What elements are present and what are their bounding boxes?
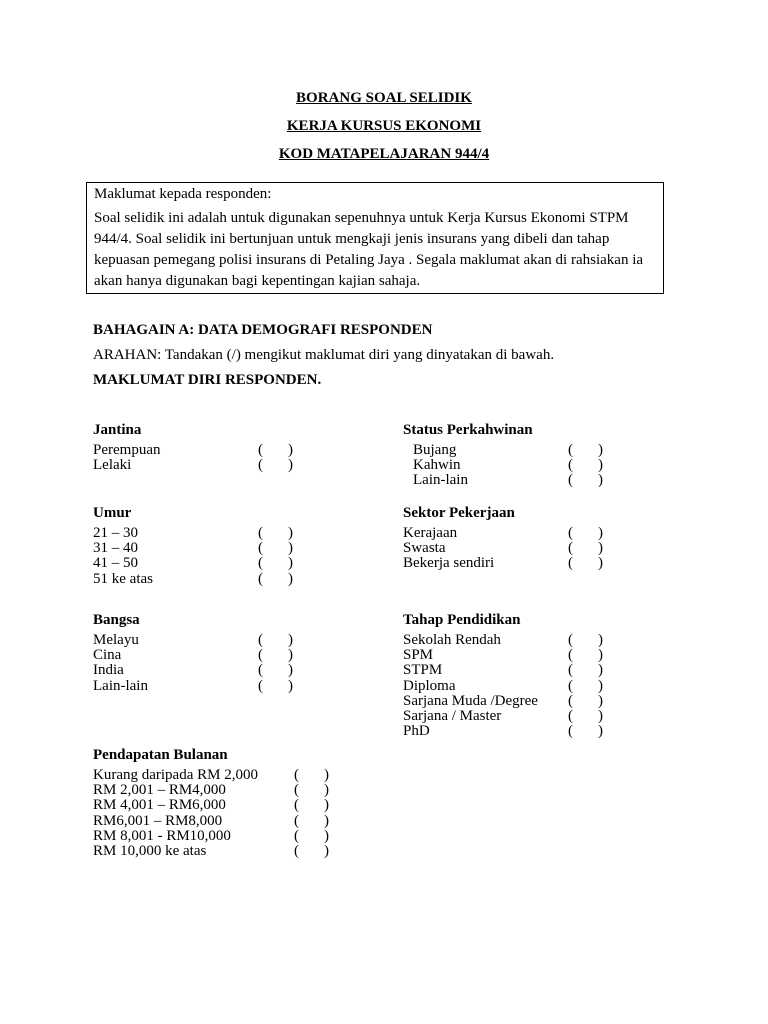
group-jantina — [93, 421, 303, 473]
option-row[interactable] — [93, 663, 303, 678]
open-bracket: ( — [294, 827, 299, 844]
close-bracket: ) — [324, 842, 329, 859]
option-row[interactable] — [93, 633, 303, 648]
option-label: 41 – 50 — [93, 555, 138, 572]
open-bracket: ( — [568, 457, 573, 474]
open-bracket: ( — [294, 767, 299, 783]
option-label: Sekolah Rendah — [403, 632, 501, 648]
option-row[interactable] — [403, 648, 613, 663]
open-bracket: ( — [294, 812, 299, 829]
close-bracket: ) — [288, 525, 293, 541]
open-bracket: ( — [568, 555, 573, 572]
option-label: PhD — [403, 723, 430, 740]
open-bracket: ( — [294, 782, 299, 799]
option-label: RM 10,000 ke atas — [93, 842, 207, 859]
group-title: Pendapatan Bulanan — [93, 747, 228, 763]
close-bracket: ) — [598, 662, 603, 679]
group-title: Jantina — [93, 422, 142, 438]
open-bracket: ( — [568, 647, 573, 664]
group-title: Bangsa — [93, 612, 140, 628]
group-status-perkahwinan — [403, 421, 613, 489]
subject-code-title: KOD MATAPELAJARAN 944/4 — [278, 146, 490, 162]
option-row[interactable] — [93, 679, 303, 694]
option-row[interactable] — [403, 679, 613, 694]
option-row[interactable] — [403, 541, 613, 556]
option-label: Sarjana Muda /Degree — [403, 692, 538, 709]
close-bracket: ) — [288, 442, 293, 458]
option-label: SPM — [403, 647, 434, 664]
open-bracket: ( — [568, 707, 573, 724]
group-title: Sektor Pekerjaan — [403, 505, 515, 521]
open-bracket: ( — [568, 525, 573, 541]
close-bracket: ) — [598, 677, 603, 694]
option-label: India — [93, 662, 124, 679]
info-heading: Maklumat kepada responden: — [94, 186, 272, 202]
close-bracket: ) — [598, 525, 603, 541]
option-label: 51 ke atas — [93, 570, 153, 587]
option-row[interactable] — [403, 458, 613, 473]
close-bracket: ) — [288, 457, 293, 474]
close-bracket: ) — [288, 555, 293, 572]
option-label: Melayu — [93, 632, 139, 648]
option-row[interactable] — [93, 556, 303, 571]
close-bracket: ) — [598, 707, 603, 724]
option-label: RM 4,001 – RM6,000 — [93, 797, 226, 814]
open-bracket: ( — [568, 442, 573, 458]
option-label: Perempuan — [93, 442, 161, 458]
open-bracket: ( — [568, 540, 573, 557]
open-bracket: ( — [568, 632, 573, 648]
option-row[interactable] — [403, 709, 613, 724]
option-label: Lain-lain — [413, 472, 468, 489]
group-title: Status Perkahwinan — [403, 422, 533, 438]
open-bracket: ( — [294, 842, 299, 859]
open-bracket: ( — [294, 797, 299, 814]
open-bracket: ( — [258, 570, 263, 587]
option-label: Bekerja sendiri — [403, 555, 495, 572]
group-sektor-pekerjaan — [403, 504, 613, 572]
close-bracket: ) — [324, 797, 329, 814]
option-row[interactable] — [403, 694, 613, 709]
close-bracket: ) — [324, 782, 329, 799]
section-subheading: MAKLUMAT DIRI RESPONDEN. — [93, 372, 322, 388]
open-bracket: ( — [258, 647, 263, 664]
close-bracket: ) — [598, 442, 603, 458]
open-bracket: ( — [258, 540, 263, 557]
option-label: Kahwin — [413, 457, 461, 474]
close-bracket: ) — [598, 540, 603, 557]
option-row[interactable] — [93, 768, 339, 783]
option-label: Lelaki — [93, 457, 132, 474]
option-label: Kerajaan — [403, 525, 458, 541]
group-tahap-pendidikan — [403, 611, 613, 739]
open-bracket: ( — [568, 472, 573, 489]
close-bracket: ) — [288, 570, 293, 587]
open-bracket: ( — [568, 723, 573, 740]
option-label: RM 2,001 – RM4,000 — [93, 782, 226, 799]
option-label: Diploma — [403, 677, 456, 694]
open-bracket: ( — [258, 662, 263, 679]
option-row[interactable] — [403, 443, 613, 458]
option-label: STPM — [403, 662, 443, 679]
option-label: 31 – 40 — [93, 540, 138, 557]
instruction-text: ARAHAN: Tandakan (/) mengikut maklumat diri yang dinyatakan di bawah. — [93, 347, 555, 363]
option-row[interactable] — [93, 844, 339, 859]
open-bracket: ( — [568, 677, 573, 694]
group-bangsa — [93, 611, 303, 694]
option-label: Swasta — [403, 540, 446, 557]
option-row[interactable] — [93, 443, 303, 458]
close-bracket: ) — [324, 812, 329, 829]
close-bracket: ) — [598, 632, 603, 648]
option-label: Kurang daripada RM 2,000 — [93, 767, 258, 783]
info-body: Soal selidik ini adalah untuk digunakan sepenuhnya untuk Kerja Kursus Ekonomi STPM 944/4. Soal selidik ini bertunjuan untuk mengkaji jenis insurans yang dibeli dan tahap kepuasan pemegang polisi insurans di Petaling Jaya . Segala maklumat akan di rahsiakan ia akan hanya digunakan bagi kepentingan kajian sahaja. — [94, 210, 644, 289]
option-row[interactable] — [93, 541, 303, 556]
option-label: Bujang — [413, 442, 457, 458]
open-bracket: ( — [258, 457, 263, 474]
group-umur — [93, 504, 303, 587]
open-bracket: ( — [258, 442, 263, 458]
option-label: Lain-lain — [93, 677, 148, 694]
respondent-info-box — [86, 182, 664, 294]
close-bracket: ) — [598, 723, 603, 740]
open-bracket: ( — [568, 692, 573, 709]
close-bracket: ) — [598, 647, 603, 664]
close-bracket: ) — [288, 662, 293, 679]
course-title: KERJA KURSUS EKONOMI — [286, 118, 482, 134]
option-label: Sarjana / Master — [403, 707, 502, 724]
option-label: 21 – 30 — [93, 525, 138, 541]
option-row[interactable] — [403, 556, 613, 571]
open-bracket: ( — [568, 662, 573, 679]
group-pendapatan-bulanan — [93, 746, 339, 859]
close-bracket: ) — [324, 827, 329, 844]
open-bracket: ( — [258, 525, 263, 541]
close-bracket: ) — [598, 692, 603, 709]
option-label: Cina — [93, 647, 122, 664]
option-row[interactable] — [403, 724, 613, 739]
option-label: RM6,001 – RM8,000 — [93, 812, 223, 829]
open-bracket: ( — [258, 555, 263, 572]
option-row[interactable] — [93, 458, 303, 473]
option-row[interactable] — [93, 572, 303, 587]
group-title: Tahap Pendidikan — [403, 612, 521, 628]
close-bracket: ) — [288, 647, 293, 664]
close-bracket: ) — [324, 767, 329, 783]
close-bracket: ) — [598, 457, 603, 474]
group-title: Umur — [93, 505, 132, 521]
open-bracket: ( — [258, 632, 263, 648]
option-row[interactable] — [403, 633, 613, 648]
open-bracket: ( — [258, 677, 263, 694]
option-row[interactable] — [403, 473, 613, 488]
section-heading: BAHAGAIN A: DATA DEMOGRAFI RESPONDEN — [93, 322, 433, 338]
option-row[interactable] — [93, 798, 339, 813]
option-row[interactable] — [93, 783, 339, 798]
option-row[interactable] — [93, 829, 339, 844]
option-row[interactable] — [403, 526, 613, 541]
option-label: RM 8,001 - RM10,000 — [93, 827, 231, 844]
option-row[interactable] — [93, 814, 339, 829]
close-bracket: ) — [288, 540, 293, 557]
option-row[interactable] — [93, 526, 303, 541]
close-bracket: ) — [598, 555, 603, 572]
form-title: BORANG SOAL SELIDIK — [296, 90, 472, 106]
option-row[interactable] — [93, 648, 303, 663]
close-bracket: ) — [288, 632, 293, 648]
close-bracket: ) — [288, 677, 293, 694]
close-bracket: ) — [598, 472, 603, 489]
option-row[interactable] — [403, 663, 613, 678]
